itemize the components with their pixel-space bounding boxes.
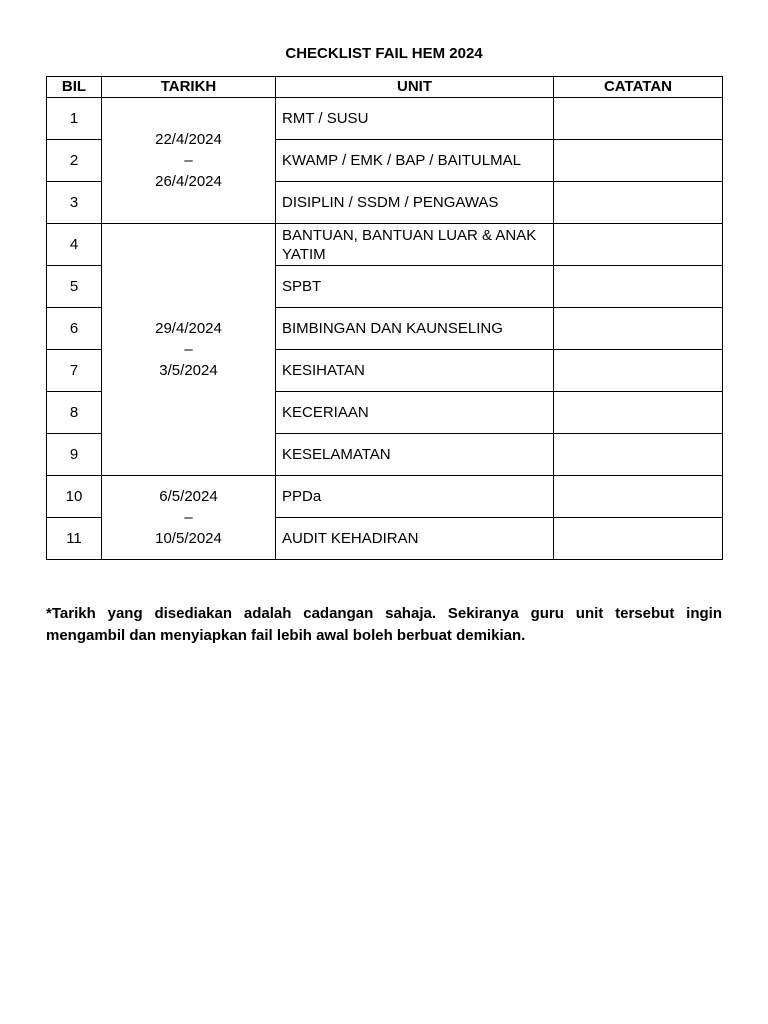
table-row [47, 476, 723, 518]
footnote: *Tarikh yang disediakan adalah cadangan sahaja. Sekiranya guru unit tersebut ingin mengambil dan menyiapkan fail lebih awal boleh berbuat demikian. [46, 605, 722, 644]
row-catatan [554, 350, 723, 392]
row-catatan [554, 476, 723, 518]
date-cell [102, 476, 276, 560]
row-unit: AUDIT KEHADIRAN [276, 518, 554, 560]
date-end: 26/4/2024 [155, 173, 222, 190]
row-catatan [554, 518, 723, 560]
date-cell [102, 224, 276, 476]
row-unit: SPBT [276, 266, 554, 308]
row-catatan [554, 140, 723, 182]
header-tarikh: TARIKH [102, 77, 276, 98]
date-start: 22/4/2024 [155, 131, 222, 148]
row-unit: KESIHATAN [276, 350, 554, 392]
row-unit: KECERIAAN [276, 392, 554, 434]
row-bil: 9 [47, 434, 102, 476]
row-unit: BANTUAN, BANTUAN LUAR & ANAK YATIM [276, 224, 554, 266]
row-bil: 1 [47, 98, 102, 140]
date-separator: – [184, 152, 193, 169]
date-end: 10/5/2024 [155, 530, 222, 547]
row-bil: 5 [47, 266, 102, 308]
checklist-table [46, 76, 723, 560]
row-bil: 2 [47, 140, 102, 182]
row-bil: 6 [47, 308, 102, 350]
date-separator: – [184, 341, 193, 358]
row-unit: RMT / SUSU [276, 98, 554, 140]
row-bil: 7 [47, 350, 102, 392]
header-bil: BIL [47, 77, 102, 98]
page-title: CHECKLIST FAIL HEM 2024 [285, 45, 483, 62]
row-unit: KESELAMATAN [276, 434, 554, 476]
row-bil: 4 [47, 224, 102, 266]
row-unit: DISIPLIN / SSDM / PENGAWAS [276, 182, 554, 224]
row-catatan [554, 182, 723, 224]
row-unit: KWAMP / EMK / BAP / BAITULMAL [276, 140, 554, 182]
row-catatan [554, 98, 723, 140]
header-unit: UNIT [276, 77, 554, 98]
date-separator: – [184, 509, 193, 526]
row-bil: 3 [47, 182, 102, 224]
table-row [47, 224, 723, 266]
date-start: 29/4/2024 [155, 320, 222, 337]
row-catatan [554, 392, 723, 434]
row-bil: 8 [47, 392, 102, 434]
row-unit: BIMBINGAN DAN KAUNSELING [276, 308, 554, 350]
table-row [47, 98, 723, 140]
row-catatan [554, 224, 723, 266]
table-header-row [47, 77, 723, 98]
row-bil: 10 [47, 476, 102, 518]
row-bil: 11 [47, 518, 102, 560]
row-catatan [554, 308, 723, 350]
date-end: 3/5/2024 [159, 362, 218, 379]
date-cell [102, 98, 276, 224]
row-unit: PPDa [276, 476, 554, 518]
date-start: 6/5/2024 [159, 488, 218, 505]
row-catatan [554, 434, 723, 476]
header-catatan: CATATAN [554, 77, 723, 98]
row-catatan [554, 266, 723, 308]
